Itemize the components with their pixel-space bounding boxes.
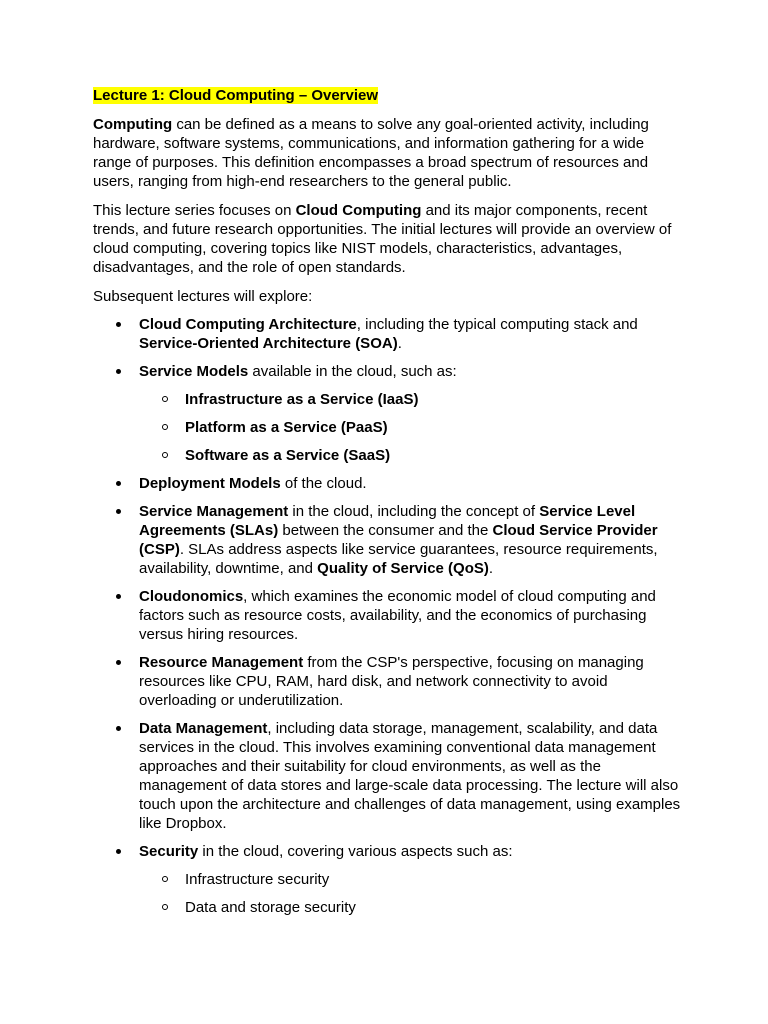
list-item-deployment xyxy=(93,474,683,493)
paragraph-computing-definition xyxy=(93,115,683,191)
bullet-icon xyxy=(116,653,121,672)
bullet-icon xyxy=(116,587,121,606)
item-text: from the CSP's perspective, focusing on managing resources like CPU, RAM, hard disk, and network connectivity to avoid overloading or underutilization. xyxy=(139,654,644,709)
document-body xyxy=(93,86,683,926)
page-title xyxy=(93,86,683,105)
list-item-architecture xyxy=(93,315,683,353)
sub-item-infrastructure-security xyxy=(139,870,683,889)
circle-bullet-icon xyxy=(162,446,168,465)
bullet-icon xyxy=(116,474,121,493)
bullet-icon xyxy=(116,315,121,334)
item-text: , including the typical computing stack and xyxy=(356,316,638,333)
bold-term: Service Models xyxy=(139,363,249,380)
sub-item-iaas xyxy=(139,390,683,409)
bold-term: Deployment Models xyxy=(139,475,281,492)
bold-term: Service Level Agreements (SLAs) xyxy=(139,503,636,539)
item-text: . SLAs address aspects like service guarantees, resource requirements, availability, downtime, and xyxy=(139,541,658,577)
paragraph-series-focus xyxy=(93,201,683,277)
sub-item-text: Infrastructure security xyxy=(185,871,330,888)
list-item-cloudonomics xyxy=(93,587,683,644)
circle-bullet-icon xyxy=(162,898,168,917)
item-text: , which examines the economic model of cloud computing and factors such as resource costs, availability, and the economics of purchasing versus hiring resources. xyxy=(139,588,656,643)
bold-term: Data Management xyxy=(139,720,268,737)
list-item-data-management xyxy=(93,719,683,833)
bold-term: Quality of Service (QoS) xyxy=(317,560,489,577)
circle-bullet-icon xyxy=(162,390,168,409)
paragraph-text: can be defined as a means to solve any goal-oriented activity, including hardware, software systems, communications, and information gathering for a wide range of purposes. This definition encompasses a broad spectrum of resources and users, ranging from high-end researchers to the general public. xyxy=(93,116,649,190)
list-item-resource-management xyxy=(93,653,683,710)
sub-item-paas xyxy=(139,418,683,437)
bold-term: Cloud Computing xyxy=(295,202,422,219)
circle-bullet-icon xyxy=(162,870,168,889)
bold-term: Platform as a Service (PaaS) xyxy=(185,419,388,436)
paragraph-text: This lecture series focuses on xyxy=(93,202,296,219)
item-text: available in the cloud, such as: xyxy=(248,363,457,380)
item-text: in the cloud, covering various aspects such as: xyxy=(198,843,513,860)
sub-item-data-storage-security xyxy=(139,898,683,917)
bold-term: Computing xyxy=(93,116,173,133)
bold-term: Service-Oriented Architecture (SOA) xyxy=(139,335,398,352)
title-highlight: Lecture 1: Cloud Computing – Overview xyxy=(93,87,379,104)
circle-bullet-icon xyxy=(162,418,168,437)
list-item-security xyxy=(93,842,683,917)
item-text: of the cloud. xyxy=(280,475,367,492)
item-text: , including data storage, management, scalability, and data services in the cloud. This involves examining conventional data management approaches and their suitability for cloud environments, as well as the management of data stores and large-scale data processing. The lecture will also touch upon the architecture and challenges of data management, using examples like Dropbox. xyxy=(139,720,681,832)
paragraph-subsequent: Subsequent lectures will explore: xyxy=(93,288,313,305)
bullet-icon xyxy=(116,362,121,381)
bold-term: Infrastructure as a Service (IaaS) xyxy=(185,391,419,408)
paragraph-text: and its major components, recent trends, and future research opportunities. The initial lectures will provide an overview of cloud computing, covering topics like NIST models, characteristics, advantages, disadvantages, and the role of open standards. xyxy=(93,202,672,276)
bold-term: Cloud Computing Architecture xyxy=(139,316,357,333)
list-item-service-management xyxy=(93,502,683,578)
service-models-sublist xyxy=(139,390,683,465)
item-text: between the consumer and the xyxy=(278,522,493,539)
sub-item-saas xyxy=(139,446,683,465)
security-sublist xyxy=(139,870,683,917)
item-text: . xyxy=(488,560,494,577)
bullet-icon xyxy=(116,719,121,738)
list-item-service-models xyxy=(93,362,683,465)
bold-term: Cloudonomics xyxy=(139,588,244,605)
bullet-icon xyxy=(116,842,121,861)
bold-term: Cloud Service Provider (CSP) xyxy=(139,522,658,558)
item-text: . xyxy=(397,335,402,352)
sub-item-text: Data and storage security xyxy=(185,899,356,916)
item-text: in the cloud, including the concept of xyxy=(288,503,540,520)
bold-term: Service Management xyxy=(139,503,289,520)
topics-list xyxy=(93,315,683,917)
bold-term: Resource Management xyxy=(139,654,304,671)
bullet-icon xyxy=(116,502,121,521)
bold-term: Security xyxy=(139,843,199,860)
bold-term: Software as a Service (SaaS) xyxy=(185,447,391,464)
